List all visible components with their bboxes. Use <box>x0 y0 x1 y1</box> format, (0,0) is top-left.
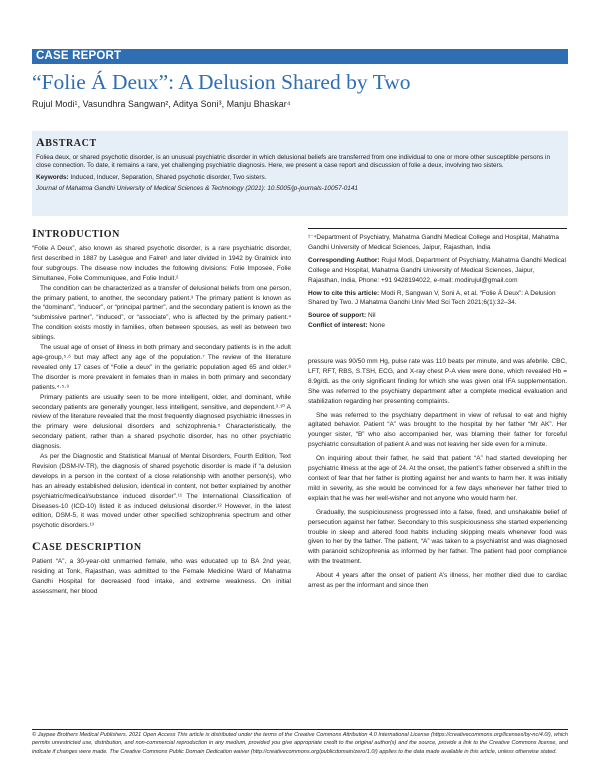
case-paragraph-6: About 4 years after the onset of patient A’s illness, her mother died due to cardiac arrest as per the informant and since then <box>308 572 567 590</box>
introduction-heading-initial: I <box>32 226 38 240</box>
cite-label: How to cite this article: <box>308 289 380 297</box>
journal-citation: Journal of Mahatma Gandhi University of Medical Sciences & Technology (2021): 10.5005/jp-journals-10057-0141 <box>36 185 358 193</box>
source-of-support <box>308 311 567 321</box>
keywords-list: Induced, Inducer, Separation, Shared psychotic disorder, Two sisters. <box>68 173 267 181</box>
corresponding-author <box>308 256 567 286</box>
keywords-label: Keywords: <box>36 173 69 181</box>
case-description-heading <box>32 539 291 554</box>
corresponding-text: Rujul Modi, Department of Psychiatry, Mahatma Gandhi Medical College and Hospital, Mahatma Gandhi University of Medical Sciences, Jaipur, Rajasthan, India, Phone: +91 9428194022, e-mail: modirujul@gmail.com <box>308 256 566 284</box>
affiliation-departments: ¹⁻⁴Department of Psychiatry, Mahatma Gandhi Medical College and Hospital, Mahatma Gandhi University of Medical Sciences, Jaipur, Rajasthan, India <box>308 234 560 251</box>
intro-paragraph-4: Primary patients are usually seen to be more intelligent, older, and dominant, while secondary patients are generally younger, less intelligent, sensitive, and dependent.³·¹⁰ A review of the literature revealed that the most frequently diagnosed psychiatric illnesses in the primary were delusional disorders and schizophrenia.⁵ Characteristically, the secondary patient, rather than a shared psychotic disorder, has no other psychiatric diagnosis. <box>32 393 291 451</box>
introduction-heading <box>32 226 291 241</box>
right-column-body <box>308 357 567 591</box>
introduction-heading-rest: NTRODUCTION <box>37 229 120 240</box>
affiliation-top-rule <box>308 228 567 229</box>
abstract-box <box>32 131 568 216</box>
support-label: Source of support: <box>308 312 367 320</box>
conflict-of-interest <box>308 321 567 331</box>
footer-rule <box>32 729 568 730</box>
abstract-heading-initial: A <box>36 135 46 149</box>
case-report-band: CASE REPORT <box>32 49 568 64</box>
case-paragraph-2: pressure was 90/50 mm Hg, pulse rate was 110 beats per minute, and was afebrile. CBC, LFT, RFT, RBS, S.TSH, ECG, and X-ray chest P-A view were done, which revealed Hb = 8.9g/dL as the only significant finding for which she was given oral IFA supplementation. She was referred to the psychiatry department after a complete medical evaluation and stabilization regarding her presenting complaints. <box>308 358 567 405</box>
case-paragraph-3: She was referred to the psychiatry department in view of refusal to eat and highly agitated behavior. Patient “A” was brought to the hospital by her father “Mr AK”. Her younger sister, “B” who also accompanied her, was blaming their father for forceful psychiatric consultation of patient A and was not leaving her side even for a minute. <box>308 411 567 449</box>
intro-paragraph-5: As per the Diagnostic and Statistical Manual of Mental Disorders, Fourth Edition, Text Revision (DSM-IV-TR), the diagnosis of shared psychotic disorder is made if “a delusion develops in a person in the context of a close relationship with another person(s), who has an already established delusion, identical in content, not better explained by another psychiatric/medical/substance induced disorder”.¹¹ The International Classification of Diseases-10 (ICD-10) listed it as induced delusional disorder.¹² However, in the latest edition, DSM-5, it was moved under other specified schizophrenia spectrum and other psychotic disorders.¹³ <box>32 453 291 530</box>
license-footer: © Jaypee Brothers Medical Publishers. 2021 Open Access This article is distributed under the terms of the Creative Commons Attribution 4.0 International License (https://creativecommons.org/licenses/by-nc/4.0/), which permits unrestricted use, distribution, and non-commercial reproduction in any medium, provided you give appropriate credit to the original author(s) and the source, provide a link to the Creative Commons license, and indicate if changes were made. The Creative Commons Public Domain Dedication waiver (http://creativecommons.org/publicdomain/zero/1.0/) applies to the data made available in this article, unless otherwise stated. <box>32 732 568 755</box>
keywords-line <box>36 174 564 182</box>
affiliation-block <box>308 233 567 331</box>
intro-paragraph-2: The condition can be characterized as a transfer of delusional beliefs from one person, the primary patient, to another, the secondary patient.³ The primary patient is known as the “dominant”, “inducer”, or “principal partner”, and the secondary patient is known as the “submissive partner”, “induced”, or “associate”, who is affected by the primary patient.⁴ The condition exists mostly in families, often between spouses, as well as between two siblings. <box>32 284 291 342</box>
intro-paragraph-3: The usual age of onset of illness in both primary and secondary patients is in the adult age-group,⁵·⁶ but may affect any age of the population.⁷ The review of the literature revealed only 17 cases of “Folie a deux” in the geriatric population aged 65 and older.⁸ The disorder is more prevalent in females than in males in both primary and secondary patients.⁴·⁵·⁹ <box>32 344 291 391</box>
abstract-heading <box>36 135 564 150</box>
support-text: Nil <box>366 312 376 320</box>
abstract-heading-rest: BSTRACT <box>45 138 97 149</box>
case-heading-initial: C <box>32 539 42 554</box>
page-top-margin <box>0 0 600 40</box>
left-column <box>32 226 291 597</box>
conflict-text: None <box>367 322 385 330</box>
author-list: Rujul Modi¹, Vasundhra Sangwan², Aditya Soni³, Manju Bhaskar⁴ <box>32 99 291 109</box>
case-paragraph-5: Gradually, the suspiciousness progressed into a false, fixed, and unshakable belief of persecution against her father. Secondary to this suspiciousness she started experiencing trouble in sleep and altered food habits including skipping meals whenever food was given to her by the father. The patient, “A” was taken to a psychiatrist and was diagnosed with paranoid schizophrenia as informed by her father. The patient had poor compliance with the treatment. <box>308 508 567 566</box>
how-to-cite <box>308 289 567 309</box>
article-title: “Folie Á Deux”: A Delusion Shared by Two <box>32 70 411 94</box>
cite-text: Modi R, Sangwan V, Soni A, et al. “Folie Á Deux”: A Delusion Shared by Two. J Mahatma Gandhi Univ Med Sci Tech 2021;6(1):32–34. <box>308 289 556 307</box>
case-heading-rest: ASE DESCRIPTION <box>41 542 142 554</box>
corresponding-label: Corresponding Author: <box>308 256 380 264</box>
case-paragraph-1: Patient “A”, a 30-year-old unmarried female, who was educated up to BA 2nd year, residing at Tonk, Rajasthan, was admitted to the Female Medicine Ward of Mahatma Gandhi Hospital for decreased food intake, and extreme weakness. On initial assessment, her blood <box>32 558 291 595</box>
abstract-text: Foliea deux, or shared psychotic disorder, is an unusual psychiatric disorder in which delusional beliefs are transferred from one individual to one or more other susceptible persons in close connection. To date, it remains a rare, yet challenging psychiatric diagnosis. Here, we present a case report and discussion of folie a deux, involving two sisters. <box>36 154 551 170</box>
intro-paragraph-1: “Folie A Deux”, also known as shared psychotic disorder, is a rare psychiatric disorder, first described in 1887 by Lasègue and Falret¹ and later divided in 1942 by Gralnick into four subgroups. The disease now includes the following divisions: Folie Imposee, Folie Simultanee, Folie Communiquee, and Folie Induit.² <box>32 245 291 282</box>
conflict-label: Conflict of interest: <box>308 322 368 330</box>
case-paragraph-4: On inquiring about their father, he said that patient “A” had started developing her psychiatric illness at the age of 24. At the onset, the patient’s father observed a shift in the context of fear that her father is plotting against her and wants to harm her. It was initially mild in severity, as she would be convinced for a few days whenever her father tried to explain that he was her well-wisher and not anyone who would harm her. <box>308 455 567 502</box>
